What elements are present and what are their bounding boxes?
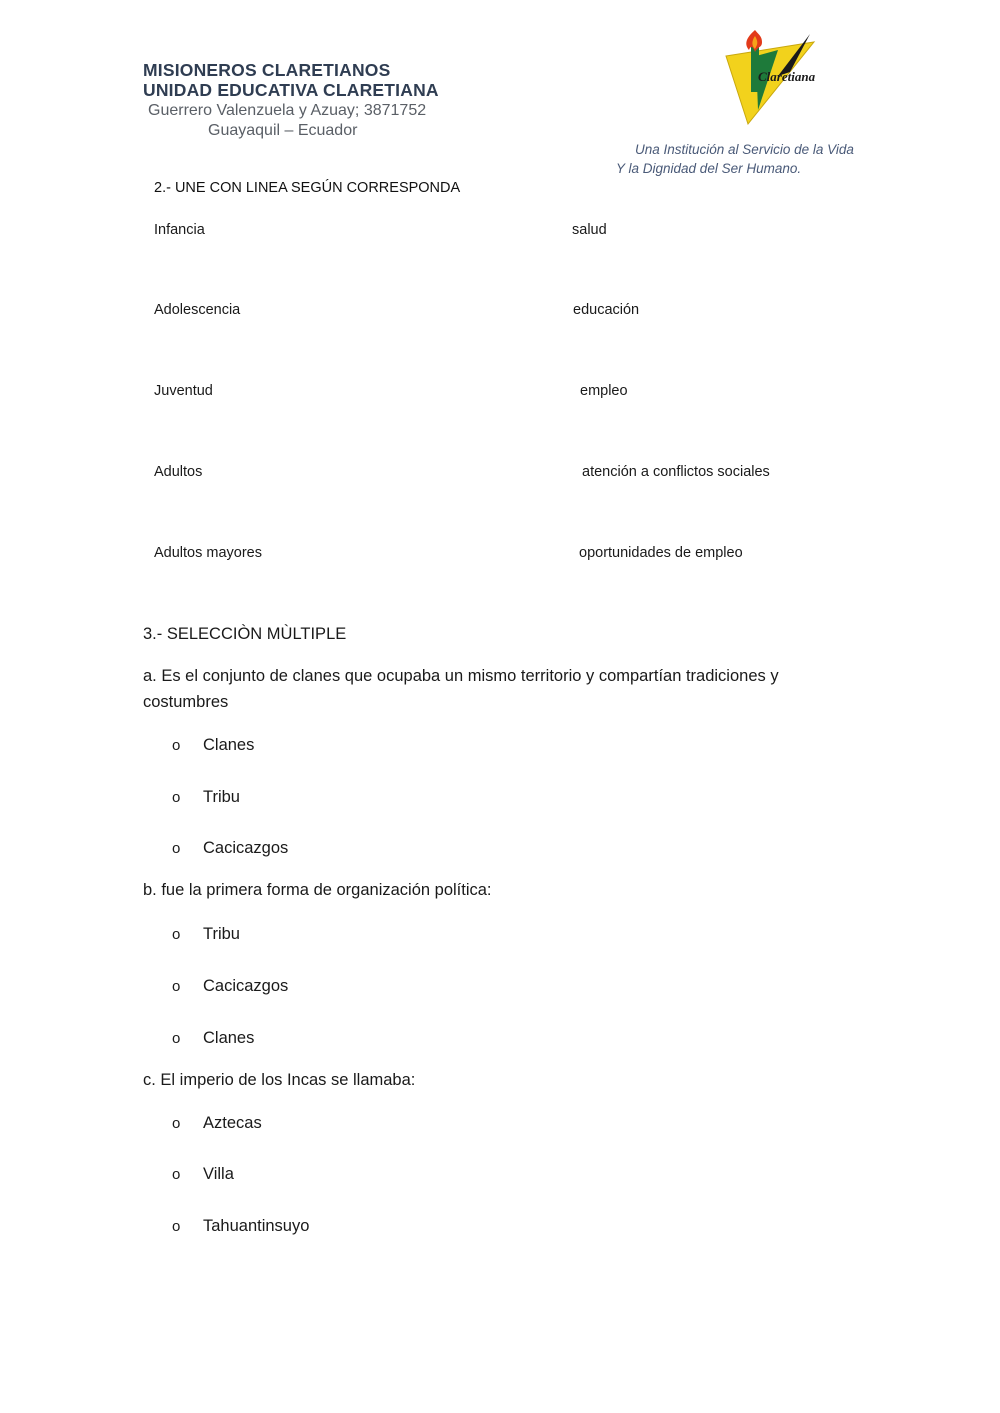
- match-left-item: Adultos mayores: [154, 545, 262, 561]
- org-name: MISIONEROS CLARETIANOS: [143, 60, 391, 80]
- school-name: UNIDAD EDUCATIVA CLARETIANA: [143, 80, 439, 100]
- question2-heading: [154, 180, 460, 196]
- logo-wordmark: Claretiana: [758, 69, 816, 84]
- match-right-item: educación: [573, 302, 640, 318]
- torch-logo-icon: [718, 26, 830, 132]
- match-left-item: Adolescencia: [154, 302, 241, 318]
- option-a-1[interactable]: o Clanes: [172, 736, 255, 754]
- match-right-item: empleo: [580, 383, 628, 399]
- match-left-item: Juventud: [154, 383, 213, 399]
- option-c-1[interactable]: o Aztecas: [172, 1114, 262, 1132]
- bullet-icon: o: [172, 978, 181, 995]
- motto-line1: Una Institución al Servicio de la Vida: [635, 142, 854, 157]
- question-a-prompt-cont: costumbres: [143, 693, 229, 711]
- bullet-icon: o: [172, 737, 181, 754]
- match-left-item: Adultos: [154, 464, 203, 480]
- question-c-prompt: c. El imperio de los Incas se llamaba:: [143, 1071, 416, 1089]
- city: Guayaquil – Ecuador: [208, 122, 358, 139]
- option-b-3[interactable]: o Clanes: [172, 1029, 255, 1047]
- option-b-2[interactable]: o Cacicazgos: [172, 977, 289, 995]
- bullet-icon: o: [172, 1218, 181, 1235]
- address: Guerrero Valenzuela y Azuay; 3871752: [148, 102, 427, 119]
- bullet-icon: o: [172, 1115, 181, 1132]
- option-c-2[interactable]: o Villa: [172, 1165, 234, 1183]
- match-left-item: Infancia: [154, 222, 205, 238]
- option-a-3[interactable]: o Cacicazgos: [172, 839, 289, 857]
- question2-number: 2.-: [154, 180, 171, 196]
- bullet-icon: o: [172, 926, 181, 943]
- bullet-icon: o: [172, 1030, 181, 1047]
- option-b-1[interactable]: o Tribu: [172, 925, 240, 943]
- match-right-item: salud: [572, 222, 607, 238]
- question2-title: UNE CON LINEA SEGÚN CORRESPONDA: [174, 180, 461, 196]
- match-right-item: atención a conflictos sociales: [582, 464, 770, 480]
- question-b-prompt: b. fue la primera forma de organización política:: [143, 881, 492, 899]
- bullet-icon: o: [172, 1166, 181, 1183]
- match-right-item: oportunidades de empleo: [579, 545, 743, 561]
- option-c-3[interactable]: o Tahuantinsuyo: [172, 1217, 310, 1235]
- bullet-icon: o: [172, 840, 181, 857]
- option-a-2[interactable]: o Tribu: [172, 788, 240, 806]
- question-a-prompt: a. Es el conjunto de clanes que ocupaba un mismo territorio y compartían tradiciones y: [143, 667, 779, 685]
- question3-title: 3.- SELECCIÒN MÙLTIPLE: [143, 625, 347, 643]
- bullet-icon: o: [172, 789, 181, 806]
- motto-line2: Y la Dignidad del Ser Humano.: [616, 161, 802, 176]
